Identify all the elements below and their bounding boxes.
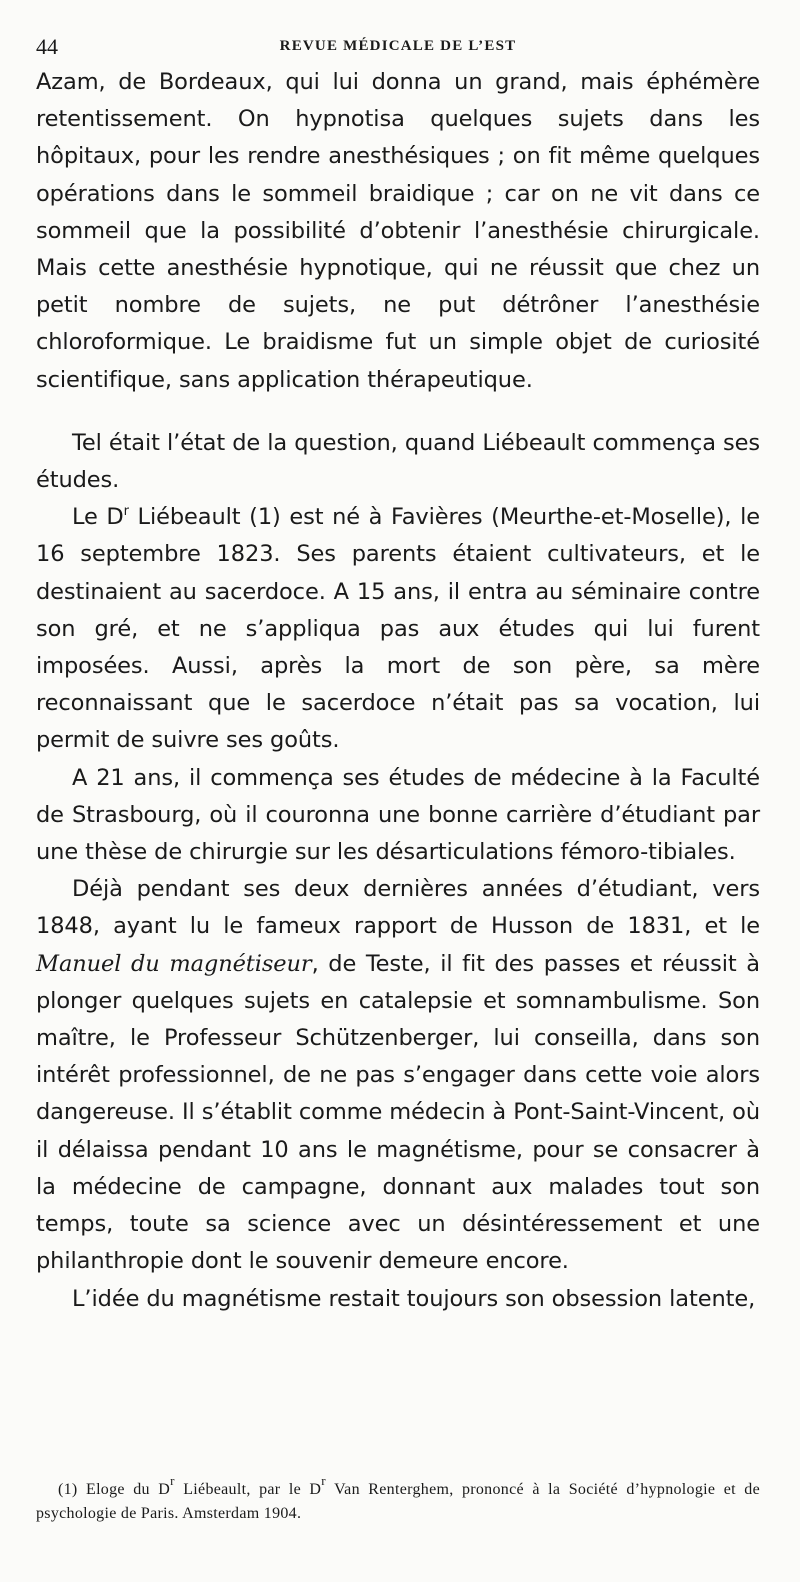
paragraph-5-start: Déjà pendant ses deux dernières années d’étudiant, vers 1848, ayant lu le fameux rapport de Husson de 1831, et le [36,876,760,940]
footnote-part-2: Liébeault, par le D [174,1481,322,1498]
paragraph-5-rest: , de Teste, il fit des passes et réussit à plonger quelques sujets en catalepsie et somnambulisme. Son maître, le Professeur Schützenberger, lui conseilla, dans son intérêt professionnel, de ne pas s’engager dans cette voie alors dangereuse. Il s’établit comme médecin à Pont-Saint-Vincent, où il délaissa pendant 10 ans le magnétisme, pour se consacrer à la médecine de campagne, donnant aux malades tout son temps, toute sa science avec un désintéressement et une philanthropie dont le souvenir demeure encore. [36,950,760,1275]
paragraph-1: Azam, de Bordeaux, qui lui donna un grand, mais éphémère retentissement. On hypnotisa quelques sujets dans les hôpitaux, pour les rendre anesthésiques ; on fit même quelques opérations dans le sommeil braidique ; car on ne vit dans ce sommeil que la possibilité d’obtenir l’anesthésie chirurgicale. Mais cette anesthésie hypnotique, qui ne réussit que chez un petit nombre de sujets, ne put détrôner l’anesthésie chloroformique. Le braidisme fut un simple objet de curiosité scientifique, sans application thérapeutique. [36,69,760,393]
paragraph-4: A 21 ans, il commença ses études de médecine à la Faculté de Strasbourg, où il couronna une bonne carrière d’étudiant par une thèse de chirurgie sur les désarticulations fémoro-tibiales. [36,764,760,866]
footnote [36,1473,761,1526]
paragraph-3-rest: Liébeault (1) est né à Favières (Meurthe-et-Moselle), le 16 septembre 1823. Ses parents étaient cultivateurs, et le destinaient au sacerdoce. A 15 ans, il entra au séminaire contre son gré, et ne s’appliqua pas aux études qui lui furent imposées. Aussi, après la mort de son père, sa mère reconnaissant que le sacerdoce n’était pas sa vocation, lui permit de suivre ses goûts. [36,504,760,754]
paragraph-6: L’idée du magnétisme restait toujours son obsession latente, [72,1285,756,1312]
paragraph-5 [36,871,760,1280]
doctor-abbrev-sup: r [123,504,129,520]
body-text [36,64,760,1318]
running-title: REVUE MÉDICALE DE L’EST [279,38,517,54]
footnote-sup-2: r [321,1473,326,1488]
footnote-text [36,1473,761,1526]
footnote-sup-1: r [170,1473,175,1488]
book-title: Manuel du magnétiseur [36,950,312,977]
paragraph-3 [36,499,760,759]
paragraph-3-start: Le D [72,504,124,531]
paragraph-2: Tel était l’état de la question, quand Liébeault commença ses études. [36,429,760,494]
page-header [36,30,760,64]
page-number: 44 [36,34,58,59]
footnote-part-1: (1) Eloge du D [58,1481,171,1498]
footnote-part-3: Van Renterghem, prononcé à la Société d’hypnologie et de psychologie de Paris. Amsterdam 1904. [36,1481,761,1522]
